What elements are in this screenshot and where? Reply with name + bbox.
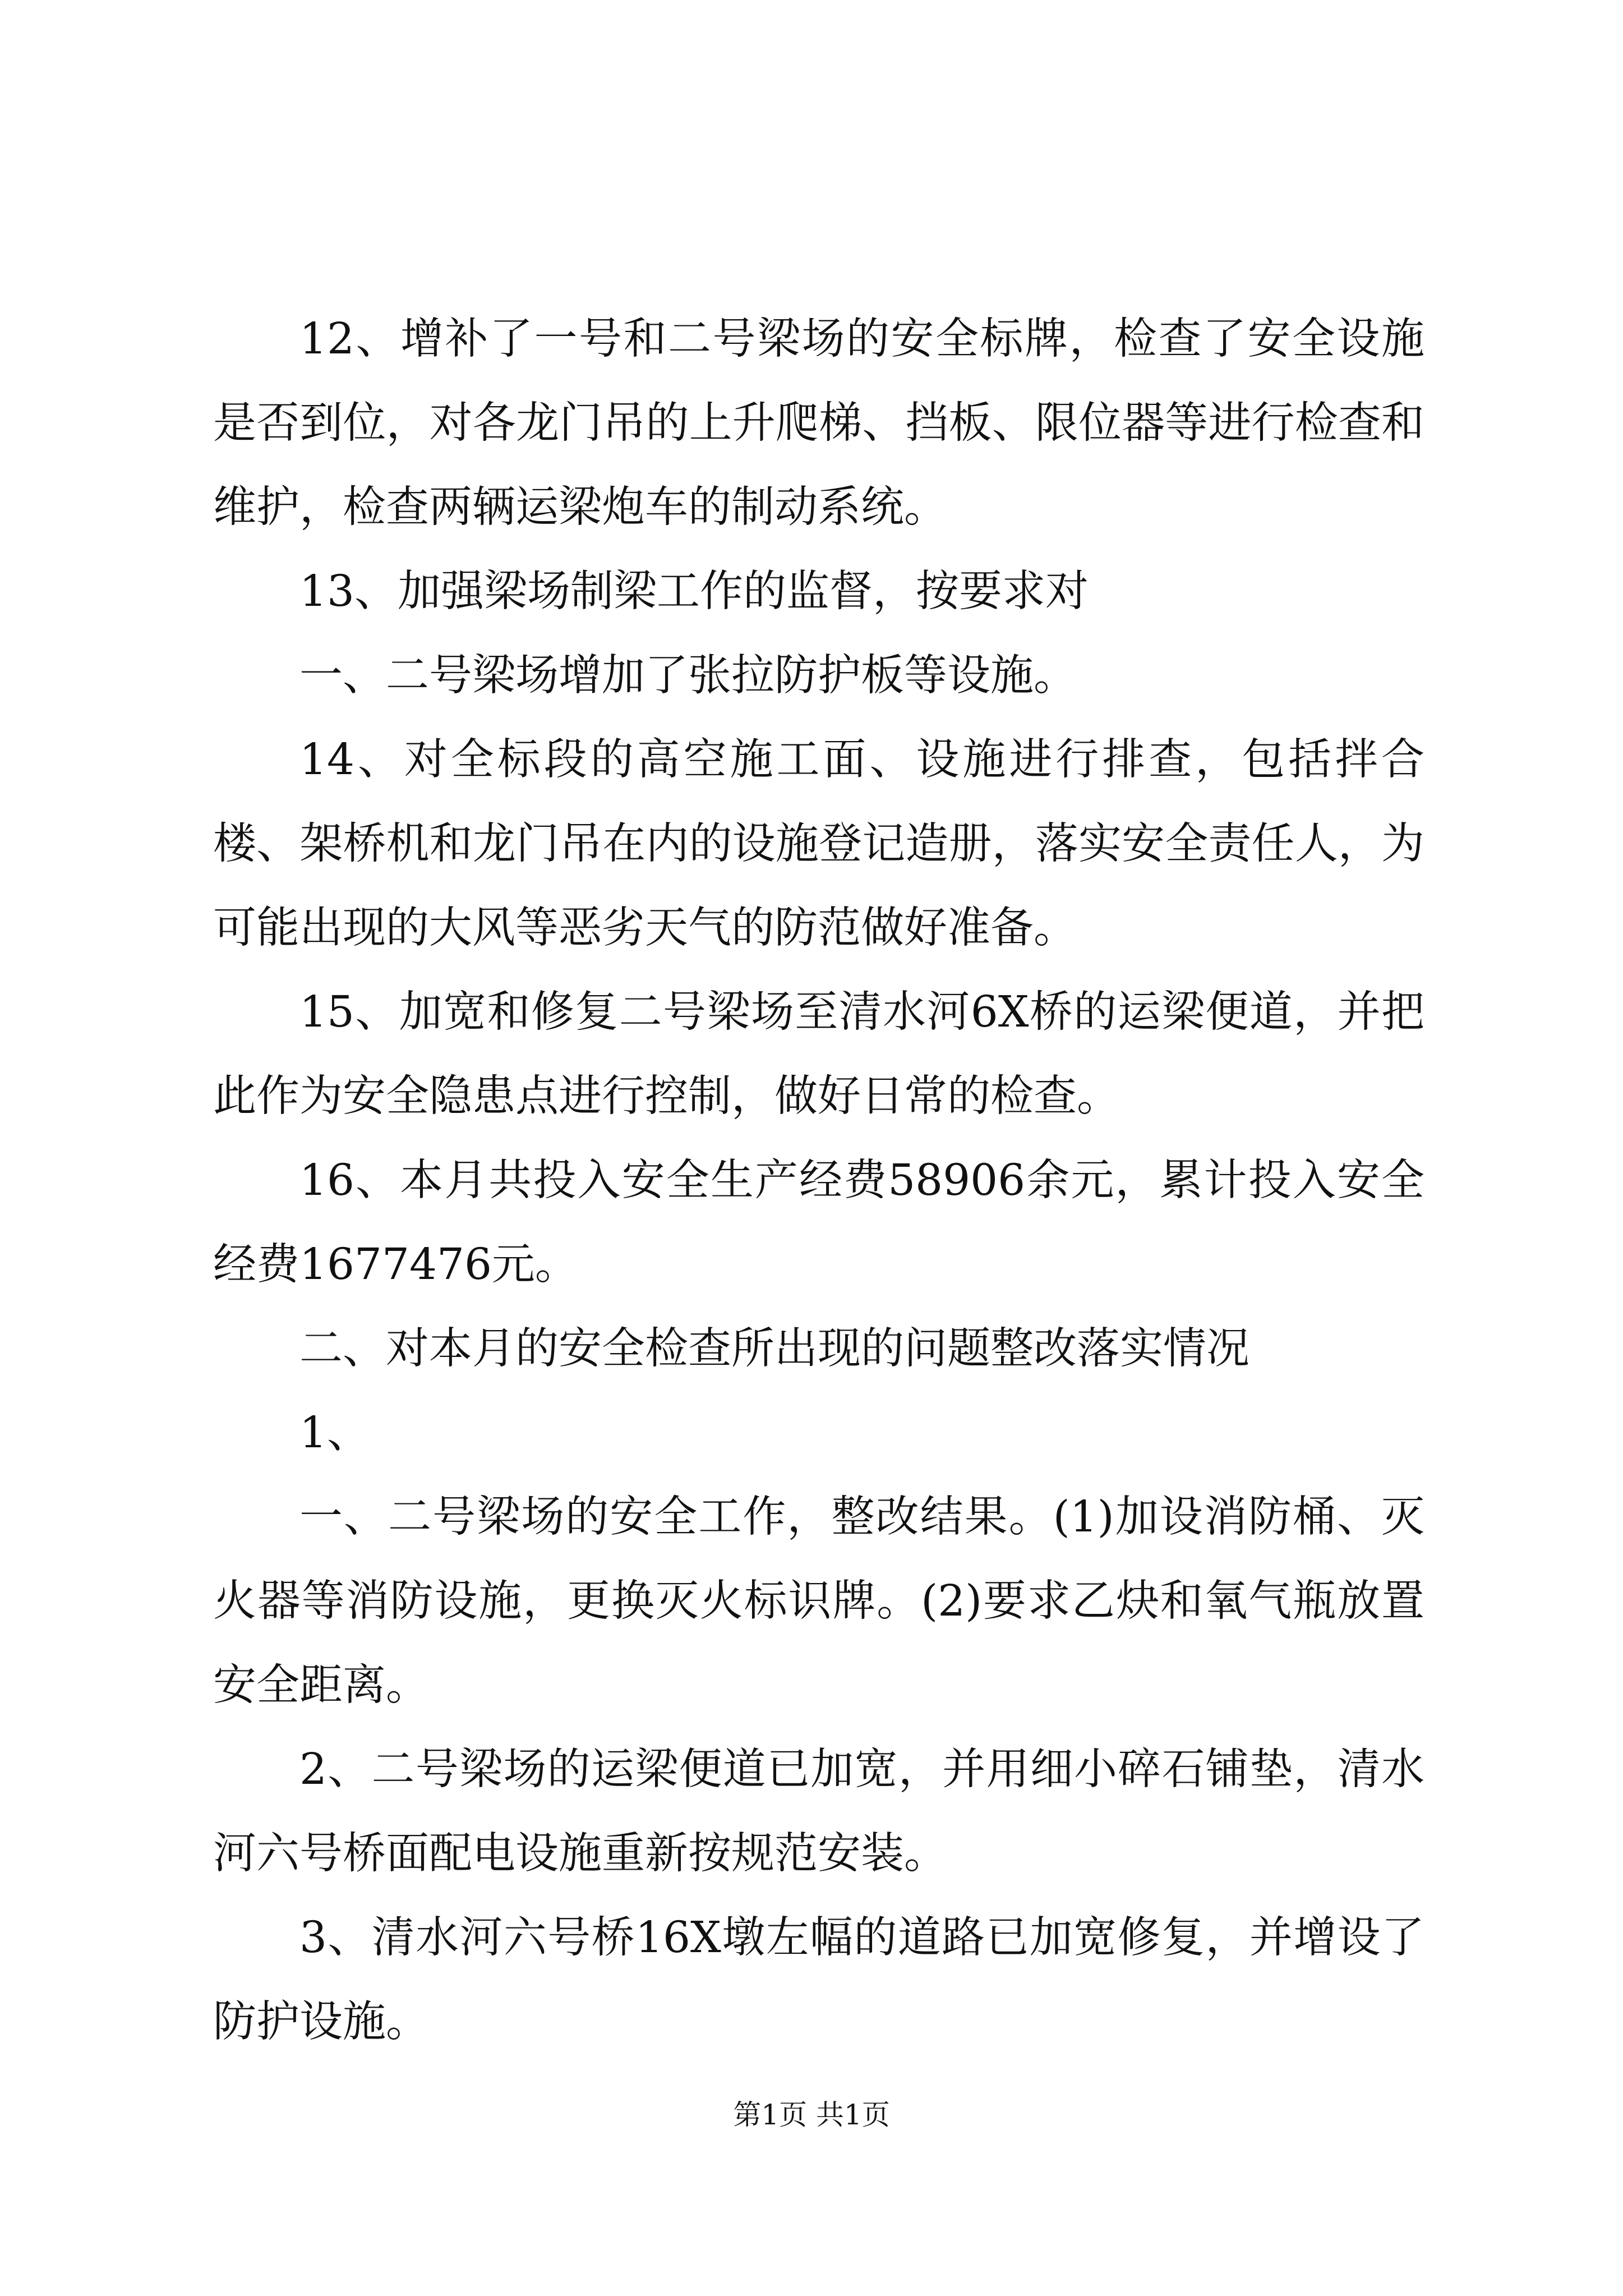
paragraph-item-16: 16、本月共投入安全生产经费58906余元，累计投入安全经费1677476元。 [213, 1156, 1424, 1290]
section-heading-rectification: 二、对本月的安全检查所出现的问题整改落实情况 [299, 1324, 1249, 1374]
paragraph-item-12: 12、增补了一号和二号梁场的安全标牌，检查了安全设施是否到位，对各龙门吊的上升爬梯、挡板、限位器等进行检查和维护，检查两辆运梁炮车的制动系统。 [213, 314, 1424, 532]
page-indicator: 第1页 共1页 [733, 2099, 890, 2131]
page-footer [0, 2095, 1623, 2134]
paragraph-item-15: 15、加宽和修复二号梁场至清水河6X桥的运梁便道，并把此作为安全隐患点进行控制，做好日常的检查。 [213, 987, 1424, 1121]
paragraph-item-3: 3、清水河六号桥16X墩左幅的道路已加宽修复，并增设了防护设施。 [213, 1913, 1424, 2047]
paragraph-item-1: 1、 [299, 1408, 370, 1458]
document-body [213, 297, 1424, 2064]
paragraph-item-13-continued: 一、二号梁场增加了张拉防护板等设施。 [299, 651, 1077, 701]
paragraph-item-14: 14、对全标段的高空施工面、设施进行排查，包括拌合楼、架桥机和龙门吊在内的设施登记造册，落实安全责任人，为可能出现的大风等恶劣天气的防范做好准备。 [213, 735, 1424, 953]
paragraph-item-2: 2、二号梁场的运梁便道已加宽，并用细小碎石铺垫，清水河六号桥面配电设施重新按规范安装。 [213, 1745, 1424, 1879]
paragraph-item-13: 13、加强梁场制梁工作的监督，按要求对 [299, 567, 1089, 616]
paragraph-item-1-continued: 一、二号梁场的安全工作，整改结果。(1)加设消防桶、灭火器等消防设施，更换灭火标识牌。(2)要求乙炔和氧气瓶放置安全距离。 [213, 1492, 1424, 1710]
